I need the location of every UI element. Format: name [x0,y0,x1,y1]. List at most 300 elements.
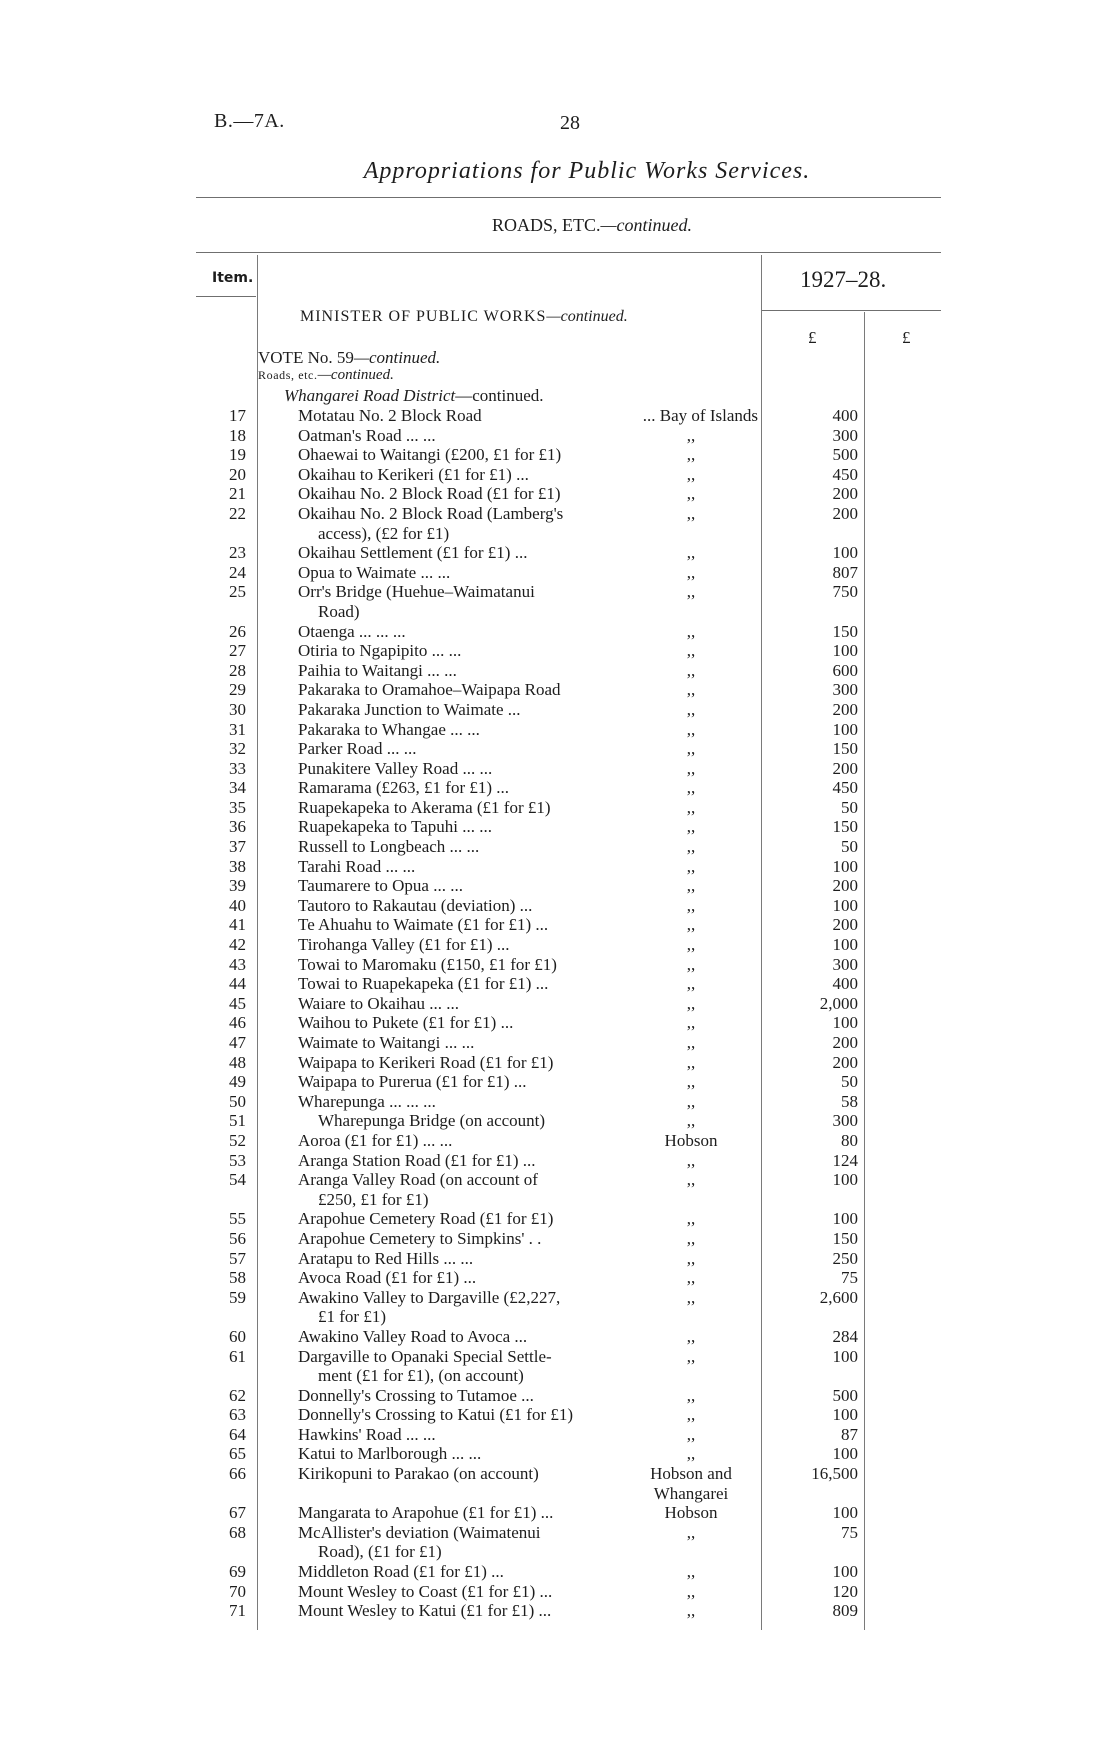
county [628,837,754,857]
county [628,739,754,759]
county-text: ,, [686,1072,696,1092]
table-row [0,915,1114,935]
table-row [0,406,1114,426]
county-text: ,, [686,1326,696,1346]
county [628,1347,754,1367]
table-row [0,426,1114,446]
county [628,582,754,602]
item-number: 60 [229,1326,246,1346]
work-description-text: Ruapekapeka to Tapuhi ... ... [298,817,492,837]
amount: 200 [832,1052,858,1072]
table-row [0,1327,1114,1347]
amount: 87 [841,1424,858,1444]
item-number: 38 [229,856,246,876]
item-number: 62 [229,1385,246,1405]
work-description [298,1347,628,1386]
item-number: 39 [229,876,246,896]
table-row [0,465,1114,485]
work-description [298,876,628,896]
appropriations-list [0,406,1114,1621]
item-header-rule [196,296,256,297]
county-text: ,, [686,445,696,465]
amount: 80 [841,1130,858,1150]
county-text: ,, [686,641,696,661]
county-text: ,, [686,543,696,563]
county-text: ,, [686,464,696,484]
work-description-text: Kirikopuni to Parakao (on account) [298,1464,539,1484]
work-description-text: Middleton Road (£1 for £1) ... [298,1562,504,1582]
vote-heading [258,348,440,368]
work-description [298,739,628,759]
amount: 100 [832,1209,858,1229]
table-row [0,1013,1114,1033]
table-row [0,778,1114,798]
county-text: ,, [686,856,696,876]
table-row [0,798,1114,818]
work-description [298,1425,628,1445]
section-heading [0,215,1114,236]
item-number: 43 [229,954,246,974]
item-column-header: Item. [212,270,254,286]
table-row [0,1151,1114,1171]
table-row [0,876,1114,896]
work-description-continuation: Road) [318,601,360,621]
table-row [0,1601,1114,1621]
item-number: 51 [229,1111,246,1131]
amount: 200 [832,699,858,719]
work-description [298,935,628,955]
county [628,1053,754,1073]
item-number: 24 [229,562,246,582]
table-row [0,1503,1114,1523]
amount: 200 [832,915,858,935]
amount: 300 [832,954,858,974]
county-text: ,, [686,719,696,739]
year-header-rule [761,310,941,311]
work-description-continuation: Road), (£1 for £1) [318,1542,442,1562]
county-text: ,, [686,778,696,798]
county-text: ,, [686,1522,696,1542]
work-description-text: Waipapa to Kerikeri Road (£1 for £1) [298,1052,554,1072]
amount: 600 [832,660,858,680]
amount: 100 [832,1444,858,1464]
county [628,759,754,779]
section-heading-suffix: —continued. [600,215,692,235]
work-description-text: Mangarata to Arapohue (£1 for £1) ... [298,1503,554,1523]
county-text: ,, [686,1228,696,1248]
county-text: ... Bay of Islands [642,406,758,425]
item-number: 45 [229,993,246,1013]
county-text: ,, [686,425,696,445]
county [628,563,754,583]
county [628,896,754,916]
item-number: 56 [229,1228,246,1248]
amount: 500 [832,1385,858,1405]
work-description-text: Okaihau No. 2 Block Road (£1 for £1) [298,484,561,504]
item-number: 65 [229,1444,246,1464]
work-description [298,1288,628,1327]
county [628,1072,754,1092]
item-number: 49 [229,1072,246,1092]
county [628,1092,754,1112]
amount: 100 [832,1562,858,1582]
county [628,426,754,446]
item-number: 46 [229,1013,246,1033]
title-rule [196,197,941,198]
work-description-text: Towai to Maromaku (£150, £1 for £1) [298,954,557,974]
work-description-text: Awakino Valley to Dargaville (£2,227, [298,1287,561,1307]
work-description [298,1464,628,1484]
roads-subheading [258,367,394,384]
work-description [298,915,628,935]
vote-heading-text: VOTE No. 59 [258,348,354,367]
amount: 100 [832,895,858,915]
county-text: Hobson and [650,1464,732,1484]
table-row [0,1249,1114,1269]
county-text: ,, [686,1111,696,1131]
table-row [0,622,1114,642]
county [628,1209,754,1229]
item-number: 54 [229,1170,246,1190]
work-description-text: Tarahi Road ... ... [298,856,416,876]
table-top-rule [196,252,941,253]
county [598,406,758,426]
county [628,445,754,465]
county [628,915,754,935]
table-row [0,563,1114,583]
work-description [298,798,628,818]
work-description [298,994,628,1014]
work-description [298,563,628,583]
item-number: 55 [229,1209,246,1229]
work-description-text: Russell to Longbeach ... ... [298,837,480,857]
work-description [298,1209,628,1229]
work-description [298,445,628,465]
county-text: ,, [686,758,696,778]
amount: 75 [841,1268,858,1288]
work-description [298,1562,628,1582]
table-row [0,700,1114,720]
county-text: ,, [686,915,696,935]
work-description [298,896,628,916]
work-description-continuation: ment (£1 for £1), (on account) [318,1366,524,1386]
amount: 100 [832,719,858,739]
county-text: ,, [686,1405,696,1425]
county [628,778,754,798]
county [628,641,754,661]
work-description-text: Okaihau No. 2 Block Road (Lamberg's [298,503,564,523]
table-row [0,994,1114,1014]
county-text: ,, [686,621,696,641]
amount: 100 [832,1405,858,1425]
work-description-text: Arapohue Cemetery to Simpkins' . . [298,1228,542,1248]
work-description-text: Donnelly's Crossing to Tutamoe ... [298,1385,534,1405]
amount: 100 [832,935,858,955]
table-row [0,1209,1114,1229]
item-number: 31 [229,719,246,739]
table-row [0,759,1114,779]
county [628,817,754,837]
work-description [298,759,628,779]
work-description-text: Ohaewai to Waitangi (£200, £1 for £1) [298,445,562,465]
amount: 50 [841,797,858,817]
item-number: 21 [229,484,246,504]
item-number: 25 [229,582,246,602]
table-row [0,582,1114,621]
work-description [298,680,628,700]
work-description [298,1386,628,1406]
item-number: 17 [229,406,246,425]
table-row [0,641,1114,661]
amount: 300 [832,425,858,445]
item-number: 22 [229,503,246,523]
county-text: ,, [686,935,696,955]
amount: 16,500 [811,1464,858,1484]
district-heading-text: Whangarei Road District [284,386,456,405]
table-row [0,543,1114,563]
county-text: ,, [686,680,696,700]
amount: 450 [832,464,858,484]
item-number: 19 [229,445,246,465]
table-row [0,1444,1114,1464]
county-text: ,, [686,1562,696,1582]
work-description-text: Waimate to Waitangi ... ... [298,1033,475,1052]
work-description [298,1111,628,1131]
work-description-text: Waiare to Okaihau ... ... [298,993,460,1013]
county-text: Hobson [664,1130,718,1150]
work-description-continuation: £250, £1 for £1) [318,1189,429,1209]
table-row [0,1053,1114,1073]
county [628,720,754,740]
county-text: ,, [686,876,696,896]
amount: 200 [832,876,858,896]
county-text: ,, [686,1170,696,1190]
minister-heading-text: MINISTER OF PUBLIC WORKS [300,308,547,325]
amount: 750 [832,582,858,602]
work-description [298,1170,628,1209]
amount: 250 [832,1248,858,1268]
work-description-text: Wharepunga ... ... ... [298,1091,436,1111]
work-description [298,1092,628,1112]
county-text: ,, [686,974,696,994]
amount: 100 [832,1346,858,1366]
county [628,680,754,700]
item-number: 58 [229,1268,246,1288]
county-text: ,, [686,503,696,523]
item-number: 27 [229,641,246,661]
county [628,1601,754,1621]
work-description-text: Ruapekapeka to Akerama (£1 for £1) [298,797,551,817]
county [628,1151,754,1171]
county-text: ,, [686,1209,696,1229]
item-number: 37 [229,837,246,857]
item-number: 23 [229,543,246,563]
work-description-text: Tirohanga Valley (£1 for £1) ... [298,935,510,955]
county [628,994,754,1014]
county [628,1327,754,1347]
county [628,857,754,877]
table-row [0,1405,1114,1425]
county [628,1444,754,1464]
work-description [298,1268,628,1288]
amount: 150 [832,1228,858,1248]
county [628,1170,754,1190]
district-heading [284,386,544,406]
item-number: 48 [229,1052,246,1072]
work-description [298,661,628,681]
work-description-text: Aranga Station Road (£1 for £1) ... [298,1150,536,1170]
item-number: 59 [229,1287,246,1307]
work-description-text: Taumarere to Opua ... ... [298,876,463,896]
work-description-text: Aoroa (£1 for £1) ... ... [298,1130,453,1150]
table-row [0,445,1114,465]
item-number: 53 [229,1150,246,1170]
item-number: 69 [229,1562,246,1582]
county-text: ,, [686,1287,696,1307]
work-description [298,700,628,720]
table-row [0,837,1114,857]
work-description-text: Opua to Waimate ... ... [298,562,451,582]
work-description-text: Otiria to Ngapipito ... ... [298,641,462,661]
work-description-continuation: access), (£2 for £1) [318,523,450,543]
county [628,1562,754,1582]
amount: 500 [832,445,858,465]
table-row [0,739,1114,759]
county-text: ,, [686,484,696,504]
county [628,484,754,504]
table-row [0,1229,1114,1249]
county-text: ,, [686,582,696,602]
county-text: ,, [686,1346,696,1366]
county [628,1249,754,1269]
county [628,1386,754,1406]
county [628,935,754,955]
item-number: 34 [229,778,246,798]
table-row [0,1268,1114,1288]
work-description-text: Arapohue Cemetery Road (£1 for £1) [298,1209,554,1229]
county-text: ,, [686,1581,696,1601]
work-description-text: Motatau No. 2 Block Road [298,406,482,425]
roads-subheading-text: Roads, etc. [258,368,318,382]
work-description [298,426,628,446]
amount: 124 [832,1150,858,1170]
item-number: 71 [229,1601,246,1621]
work-description-text: Waihou to Pukete (£1 for £1) ... [298,1013,514,1033]
item-number: 57 [229,1248,246,1268]
work-description-text: Awakino Valley Road to Avoca ... [298,1326,528,1346]
amount: 150 [832,817,858,837]
amount: 75 [841,1522,858,1542]
county [628,622,754,642]
table-row [0,1347,1114,1386]
work-description [298,465,628,485]
work-description [298,1249,628,1269]
amount: 284 [832,1326,858,1346]
county [628,1229,754,1249]
county-text: ,, [686,954,696,974]
amount: 807 [832,562,858,582]
work-description [298,406,628,426]
work-description [298,1131,628,1151]
work-description [298,484,628,504]
table-row [0,955,1114,975]
county-text: ,, [686,1385,696,1405]
minister-heading [300,308,628,326]
county [628,1288,754,1308]
county-text: ,, [686,993,696,1013]
section-heading-text: ROADS, ETC. [491,215,601,235]
amount: 200 [832,758,858,778]
district-heading-suffix: —continued. [455,386,544,405]
county [628,876,754,896]
work-description-text: Tautoro to Rakautau (deviation) ... [298,895,533,915]
county [628,1268,754,1288]
roads-subheading-suffix: —continued. [317,367,394,383]
table-row [0,1288,1114,1327]
work-description [298,1033,628,1053]
county-text: ,, [686,797,696,817]
table-row [0,661,1114,681]
work-description [298,1601,628,1621]
work-description [298,1013,628,1033]
county-text: ,, [686,1052,696,1072]
item-number: 44 [229,974,246,994]
county [628,798,754,818]
item-number: 63 [229,1405,246,1425]
amount: 300 [832,1111,858,1131]
amount: 120 [832,1581,858,1601]
table-row [0,504,1114,543]
work-description [298,857,628,877]
item-number: 67 [229,1503,246,1523]
table-row [0,1425,1114,1445]
work-description-text: Aratapu to Red Hills ... ... [298,1248,474,1268]
work-description [298,622,628,642]
item-number: 52 [229,1130,246,1150]
county-text: ,, [686,817,696,837]
county-text: ,, [686,739,696,759]
table-row [0,935,1114,955]
table-row [0,974,1114,994]
work-description [298,955,628,975]
table-row [0,680,1114,700]
item-number: 61 [229,1346,246,1366]
work-description-text: Okaihau Settlement (£1 for £1) ... [298,543,528,563]
item-number: 35 [229,797,246,817]
amount: 50 [841,1072,858,1092]
county-text: ,, [686,1033,696,1052]
county [628,1582,754,1602]
county-text: ,, [686,1268,696,1288]
amount: 2,600 [819,1287,858,1307]
vote-heading-suffix: —continued. [353,348,441,367]
work-description [298,974,628,994]
table-row [0,484,1114,504]
work-description [298,1444,628,1464]
work-description [298,504,628,543]
amount: 100 [832,1170,858,1190]
amount: 100 [832,641,858,661]
item-number: 47 [229,1033,246,1052]
county [628,700,754,720]
item-number: 29 [229,680,246,700]
amount: 200 [832,503,858,523]
currency-symbol-right: £ [902,328,911,347]
amount: 400 [832,974,858,994]
table-row [0,1582,1114,1602]
table-row [0,1033,1114,1053]
work-description-text: Dargaville to Opanaki Special Settle- [298,1346,552,1366]
